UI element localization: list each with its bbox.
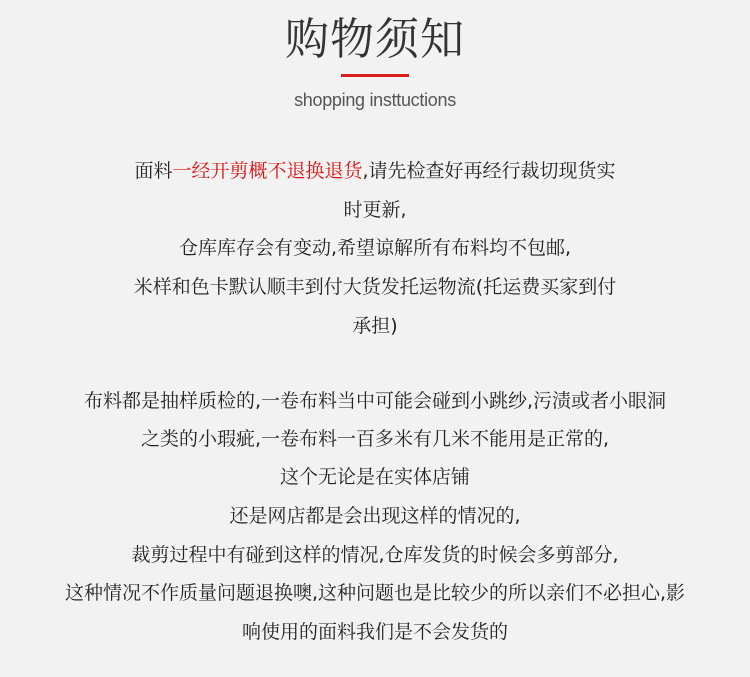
quality-line-6: 这种情况不作质量问题退换噢,这种问题也是比较少的所以亲们不必担心,影 [64, 582, 686, 604]
notice-line-4: 米样和色卡默认顺丰到付大货发托运物流(托运费买家到付 [133, 276, 617, 298]
notice-line-3: 仓库库存会有变动,希望谅解所有布料均不包邮, [178, 237, 572, 259]
notice-line-1 [0, 156, 750, 186]
notice-line-1-prefix: 面料 [134, 160, 173, 182]
title-divider [341, 74, 409, 77]
notice-line-5: 承担) [352, 315, 398, 337]
quality-line-5: 裁剪过程中有碰到这样的情况,仓库发货的时候会多剪部分, [131, 544, 619, 566]
quality-line-4: 还是网店都是会出现这样的情况的, [229, 505, 521, 527]
page-title: 购物须知 [285, 14, 465, 65]
page-subtitle: shopping insttuctions [294, 90, 456, 110]
quality-line-7: 响使用的面料我们是不会发货的 [241, 621, 508, 643]
notice-line-1-suffix: ,请先检查好再经行裁切现货实 [362, 160, 616, 182]
quality-line-1: 布料都是抽样质检的,一卷布料当中可能会碰到小跳纱,污渍或者小眼洞 [83, 390, 667, 412]
no-return-highlight: 一经开剪概不退换退货 [172, 160, 363, 182]
quality-line-2: 之类的小瑕疵,一卷布料一百多米有几米不能用是正常的, [140, 428, 610, 450]
quality-line-3: 这个无论是在实体店铺 [279, 466, 470, 488]
notice-line-2: 时更新, [343, 199, 407, 221]
